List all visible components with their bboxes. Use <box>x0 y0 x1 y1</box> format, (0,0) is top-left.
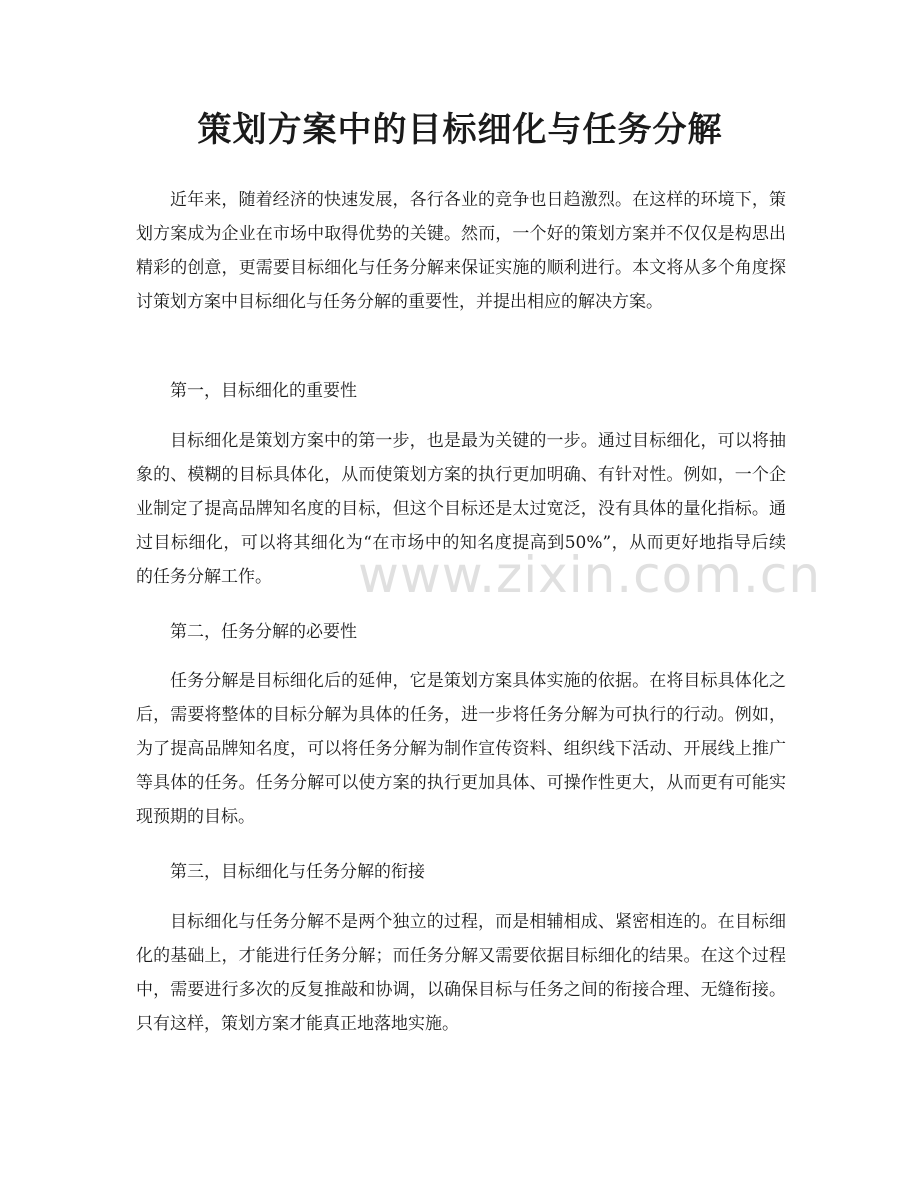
section3-heading: 第三，目标细化与任务分解的衔接 <box>170 862 425 882</box>
section3-paragraph: 目标细化与任务分解不是两个独立的过程，而是相辅相成、紧密相连的。在目标细化的基础上，才能进行任务分解；而任务分解又需要依据目标细化的结果。在这个过程中，需要进行多次的反复推敲和协调，以确保目标与任务之间的衔接合理、无缝衔接。只有这样，策划方案才能真正地落地实施。 <box>136 912 786 1034</box>
section1-heading: 第一，目标细化的重要性 <box>170 381 357 401</box>
section2-paragraph: 任务分解是目标细化后的延伸，它是策划方案具体实施的依据。在将目标具体化之后，需要将整体的目标分解为具体的任务，进一步将任务分解为可执行的行动。例如，为了提高品牌知名度，可以将任务分解为制作宣传资料、组织线下活动、开展线上推广等具体的任务。任务分解可以使方案的执行更加具体、可操作性更大，从而更有可能实现预期的目标。 <box>136 671 786 827</box>
section2-heading: 第二，任务分解的必要性 <box>170 622 357 642</box>
document-title: 策划方案中的目标细化与任务分解 <box>197 110 723 150</box>
section1-paragraph: 目标细化是策划方案中的第一步，也是最为关键的一步。通过目标细化，可以将抽象的、模糊的目标具体化，从而使策划方案的执行更加明确、有针对性。例如，一个企业制定了提高品牌知名度的目标，但这个目标还是太过宽泛，没有具体的量化指标。通过目标细化，可以将其细化为“在市场中的知名度提高到50%”，从而更好地指导后续的任务分解工作。 <box>136 431 786 587</box>
watermark: www.zixin.com.cn <box>358 546 822 604</box>
intro-paragraph: 近年来，随着经济的快速发展，各行各业的竞争也日趋激烈。在这样的环境下，策划方案成为企业在市场中取得优势的关键。然而，一个好的策划方案并不仅仅是构思出精彩的创意，更需要目标细化与任务分解来保证实施的顺利进行。本文将从多个角度探讨策划方案中目标细化与任务分解的重要性，并提出相应的解决方案。 <box>136 190 786 312</box>
